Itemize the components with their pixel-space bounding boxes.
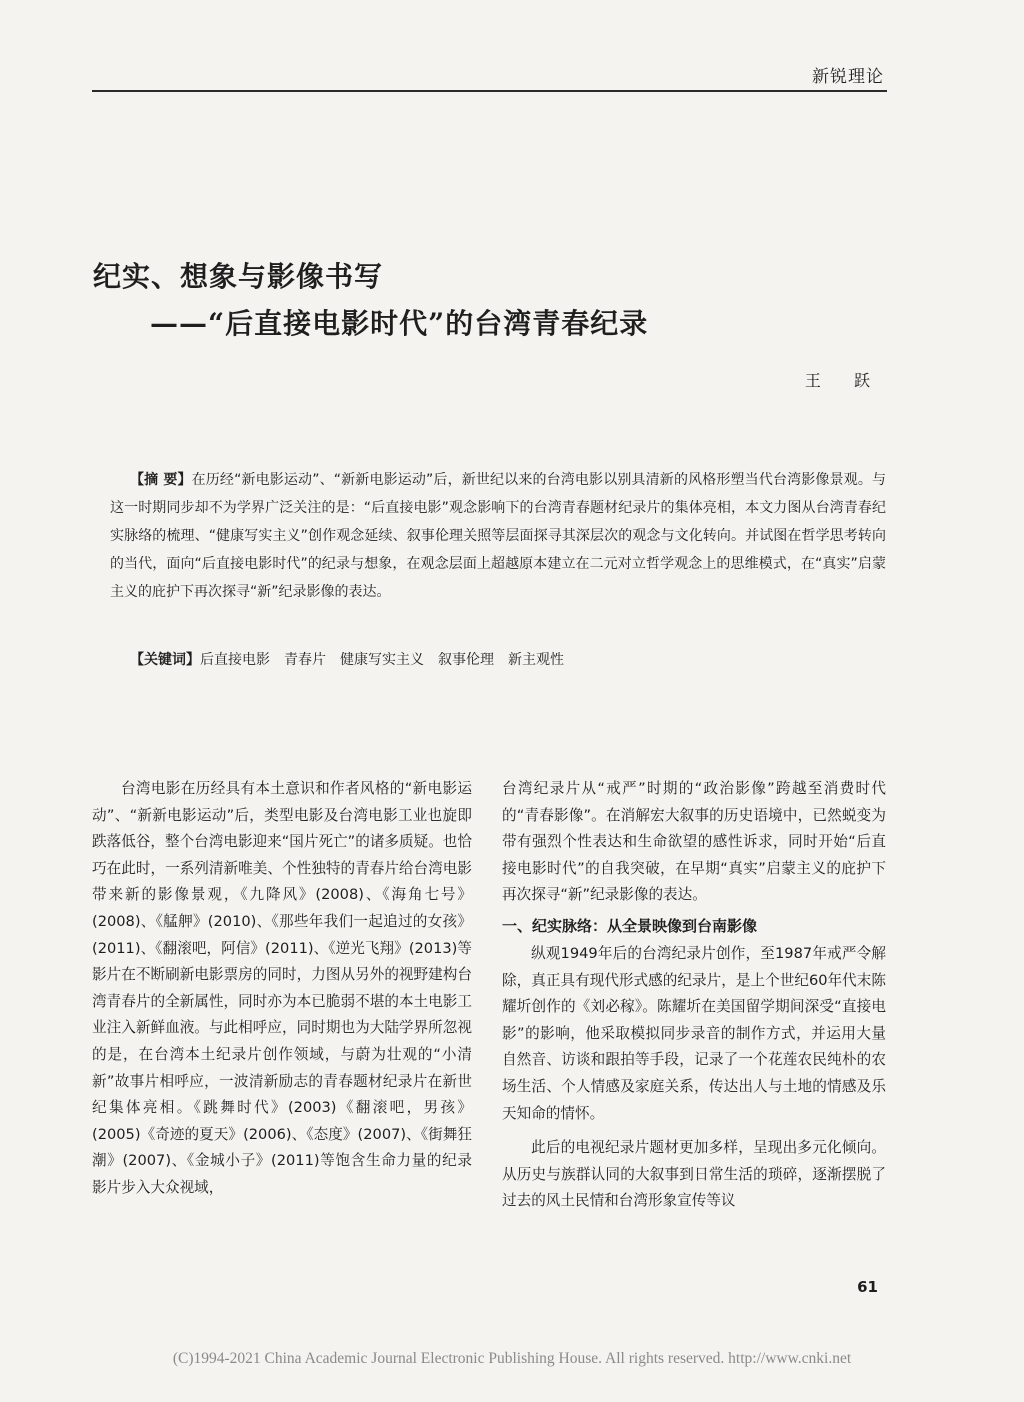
- article-title: 纪实、想象与影像书写: [93, 260, 384, 293]
- body-paragraph: 台湾纪录片从“戒严”时期的“政治影像”跨越至消费时代的“青春影像”。在消解宏大叙事的历史语境中，已然蜕变为带有强烈个性表达和生命欲望的感性诉求，同时开始“后直接电影时代”的自我突破，在早期“真实”启蒙主义的庇护下再次探寻“新”纪录影像的表达。: [502, 780, 886, 904]
- body-column-right: [502, 776, 886, 1215]
- abstract-label: 【摘 要】: [130, 472, 192, 488]
- copyright-footer: (C)1994-2021 China Academic Journal Electronic Publishing House. All rights reserved. http://www.cnki.net: [172, 1350, 852, 1367]
- article-subtitle: ——“后直接电影时代”的台湾青春纪录: [150, 307, 649, 340]
- section-heading: 一、纪实脉络：从全景映像到台南影像: [502, 916, 758, 935]
- keywords-text: 后直接电影 青春片 健康写实主义 叙事伦理 新主观性: [200, 652, 564, 668]
- keywords-label: 【关键词】: [130, 652, 200, 668]
- keywords: [130, 648, 886, 672]
- abstract: [110, 466, 886, 606]
- header-rule: [92, 90, 887, 92]
- page-number: 61: [857, 1278, 878, 1296]
- body-paragraph: 纵观1949年后的台湾纪录片创作，至1987年戒严令解除，真正具有现代形式感的纪录片，是上个世纪60年代末陈耀圻创作的《刘必稼》。陈耀圻在美国留学期间深受“直接电影”的影响，他采取模拟同步录音的制作方式，并运用大量自然音、访谈和跟拍等手段，记录了一个花莲农民纯朴的农场生活、个人情感及家庭关系，传达出人与土地的情感及乐天知命的情怀。: [502, 944, 886, 1122]
- body-paragraph: 台湾电影在历经具有本土意识和作者风格的“新电影运动”、“新新电影运动”后，类型电影及台湾电影工业也旋即跌落低谷，整个台湾电影迎来“国片死亡”的诸多质疑。也恰巧在此时，一系列清新唯美、个性独特的青春片给台湾电影带来新的影像景观，《九降风》(2008)、《海角七号》(2008)、《艋舺》(2010)、《那些年我们一起追过的女孩》(2011)、《翻滚吧，阿信》(2011)、《逆光飞翔》(2013)等影片在不断刷新电影票房的同时，力图从另外的视野建构台湾青春片的全新属性，同时亦为本已脆弱不堪的本土电影工业注入新鲜血液。与此相呼应，同时期也为大陆学界所忽视的是，在台湾本土纪录片创作领域，与蔚为壮观的“小清新”故事片相呼应，一波清新励志的青春题材纪录片在新世纪集体亮相。《跳舞时代》(2003)《翻滚吧，男孩》(2005)《奇迹的夏天》(2006)、《态度》(2007)、《街舞狂潮》(2007)、《金城小子》(2011)等饱含生命力量的纪录影片步入大众视域，: [92, 780, 472, 1196]
- section-label: 新锐理论: [812, 67, 884, 87]
- body-paragraph: 此后的电视纪录片题材更加多样，呈现出多元化倾向。从历史与族群认同的大叙事到日常生活的琐碎，逐渐摆脱了过去的风土民情和台湾形象宣传等议: [502, 1139, 886, 1210]
- abstract-text: 在历经“新电影运动”、“新新电影运动”后，新世纪以来的台湾电影以别具清新的风格形塑当代台湾影像景观。与这一时期同步却不为学界广泛关注的是：“后直接电影”观念影响下的台湾青春题材纪录片的集体亮相，本文力图从台湾青春纪实脉络的梳理、“健康写实主义”创作观念延续、叙事伦理关照等层面探寻其深层次的观念与文化转向。并试图在哲学思考转向的当代，面向“后直接电影时代”的纪录与想象，在观念层面上超越原本建立在二元对立哲学观念上的思维模式，在“真实”启蒙主义的庇护下再次探寻“新”纪录影像的表达。: [110, 472, 887, 600]
- author-name: 王 跃: [804, 371, 884, 390]
- body-column-left: [92, 776, 472, 1202]
